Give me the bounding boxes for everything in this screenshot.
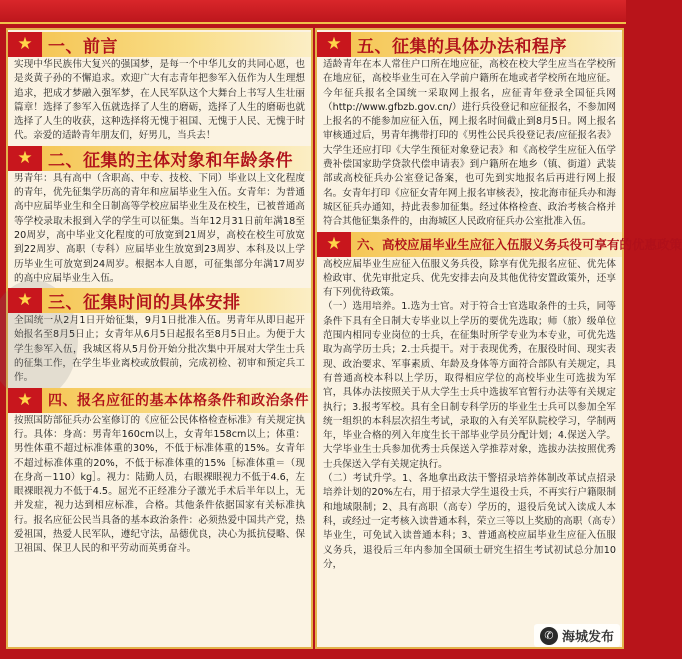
star-icon: ★ bbox=[8, 146, 42, 171]
section-title: 六、高校应届毕业生应征入伍服义务兵役可享有的优惠政策 bbox=[357, 237, 682, 253]
section-body: 男青年：具有高中（含职高、中专、技校、下同）毕业以上文化程度的青年，优先征集学历高的青年和应届毕业生入伍。女青年：为普通高中应届毕业生和全日制高等学校应届毕业生及在校生，已被普通高等学校录取未报到入学的学生可以征集。当年12月31日前年满18至20周岁，高中毕业文化程度的可放宽到21周岁，高校在校生可放宽到22周岁、高职（专科）应届毕业生放宽到23周岁、本科及以上学历毕业生可放宽到24周岁。根据本人自愿，可征集部分年满17周岁的高中应届毕业生入伍。 bbox=[14, 172, 305, 284]
section-title: 五、征集的具体办法和程序 bbox=[357, 37, 567, 57]
star-icon: ★ bbox=[8, 32, 42, 57]
star-icon: ★ bbox=[8, 288, 42, 313]
right-column bbox=[315, 28, 682, 649]
source-watermark bbox=[534, 624, 620, 647]
left-column bbox=[6, 28, 313, 649]
section-body: 适龄青年在本人常住户口所在地应征，高校在校大学生应当在学校所在地应征，高校毕业生可在入学前户籍所在地或者学校所在地应征。今年征兵报名全国统一采取网上报名，应征青年登录全国征兵网（http://www.gfbzb.gov.cn/）进行兵役登记和应征报名，不参加网上报名的不能参加应征入伍，网上报名时间截止到8月5日。网上报名审核通过后，男青年携带打印的《男性公民兵役登记表/应征报名表》大学生还应打印《大学生预征对象登记表》和《高校学生应征入伍学费补偿国家助学贷款代偿申请表》到户籍所在地乡（镇、街道）武装部或高校征兵办公室登记备案，也可先到实地报名后再进行网上报名。女青年打印《应征女青年网上报名审核表》，按北海市征兵办和海城区征兵办通知，持此表参加征集。经过体格检查、政治考核合格并符合其他征集条件的，由海城区人民政府征兵办公室批准入伍。 bbox=[323, 59, 616, 228]
wechat-icon: ✆ bbox=[540, 627, 558, 645]
section-banner-preface bbox=[8, 32, 311, 57]
gold-stripe bbox=[0, 22, 626, 24]
star-icon: ★ bbox=[317, 32, 351, 57]
section-banner-benefits bbox=[317, 232, 682, 257]
section-banner-schedule bbox=[8, 288, 311, 313]
section-banner-subjects bbox=[8, 146, 311, 171]
watermark-text: 海城发布 bbox=[561, 630, 614, 645]
section-body: （二）考试升学。1、各地拿出政法干警招录培养体制改革试点招录培养计划的20%左右，用于招录大学生退役士兵，不再实行户籍限制和地域限制；2、具有高职（高专）学历的，退役后免试入读成人本科，或经过一定考核入读普通本科，荣立三等以上奖励的高职（高专）毕业生，可免试入读普通本科；3、普通高校应届毕业生应征入伍服义务兵，退役后三年内参加全国硕士研究生招生考试初试总分加10分， bbox=[323, 473, 616, 570]
section-body: 实现中华民族伟大复兴的强国梦，是每一个中华儿女的共同心愿，也是炎黄子孙的不懈追求。欢迎广大有志青年把参军入伍作为人生理想追求，把成才梦融入强军梦，在人民军队这个大舞台上书写人生壮丽篇章！选择了参军入伍就选择了人生的磨砺，选择了人生的磨砺也就选择了人生的收获，这种选择将无愧于祖国、无愧于人民、无愧于时代。亲爱的适龄青年朋友们，好男儿，当兵去！ bbox=[14, 59, 305, 142]
section-title: 二、征集的主体对象和年龄条件 bbox=[48, 150, 293, 171]
star-icon: ★ bbox=[317, 232, 351, 257]
section-title: 三、征集时间的具体安排 bbox=[48, 293, 241, 314]
star-icon: ★ bbox=[8, 388, 42, 413]
section-body: 全国统一从2月1日开始征集，9月1日批准入伍。男青年从即日起开始报名至8月5日止；女青年从6月5日起报名至8月5日止。为便于大学生参军入伍，我城区将从5月份开始分批次集中开展对大学生士兵的征集工作，在学生毕业离校或放假前，完成初检、初审和预定兵工作。 bbox=[14, 315, 305, 384]
top-band bbox=[0, 0, 626, 26]
section-title: 四、报名应征的基本体格条件和政治条件 bbox=[48, 393, 309, 410]
section-banner-conditions bbox=[8, 388, 311, 413]
section-title: 一、前言 bbox=[48, 37, 118, 57]
section-banner-procedure bbox=[317, 32, 622, 57]
section-body: 按照国防部征兵办公室修订的《应征公民体格检查标准》有关规定执行。具体：身高：男青年160cm以上，女青年158cm以上；体重：男性体重不超过标准体重的30%，不低于标准体重的15%。女青年不超过标准体重的20%，不低于标准体重的15%［标准体重＝（现在身高－110）kg］。视力：陆勤人员，右眼裸眼视力不低于4.6，左眼裸眼视力不低于4.5。屈光不正经准分子激光手术后半年以上，无并发症，视力达到相应标准，合格。其他条件依据国家有关标准执行。报名应征公民当具备的基本政治条件：必须热爱中国共产党，热爱祖国，热爱人民军队，遵纪守法，品德优良，决心为抵抗侵略、保卫祖国、保卫人民的和平劳动而英勇奋斗。 bbox=[14, 414, 305, 555]
section-body: 高校应届毕业生应征入伍服义务兵役，除享有优先报名应征、优先体检政审、优先审批定兵、优先安排去向及其他优待安置政策外，还享有下列优待政策。 bbox=[323, 258, 616, 299]
section-body: （一）选用培养。1.选为士官。对于符合士官选取条件的士兵，同等条件下具有全日制大专毕业以上学历的要优先选取；师（旅）级单位范围内相同专业岗位的士兵，在征集时所学专业为本专业，可优先选取为高学历士兵；2.士兵提干。对于表现优秀，在服役时间、现实表现、政治要求、军事素质、年龄及身体等方面符合部队有关规定，具有普通高校本科以上学历，取得相应学位的高校毕业生可选拔为军官，具体办法按照关于从大学生士兵中选拔军官暂行办法等有关规定执行；3.报考军校。具有全日制专科学历的毕业生士兵可以参加全军统一组织的本科层次招生考试，录取的入有关军队院校学习，学制两年，毕业合格的列入年度生长干部毕业学员分配计划；4.保送入学。大学毕业生士兵参加优秀士兵保送入学推荐对象，选拔办法按照优秀士兵保送入学有关规定执行。 bbox=[323, 301, 616, 470]
